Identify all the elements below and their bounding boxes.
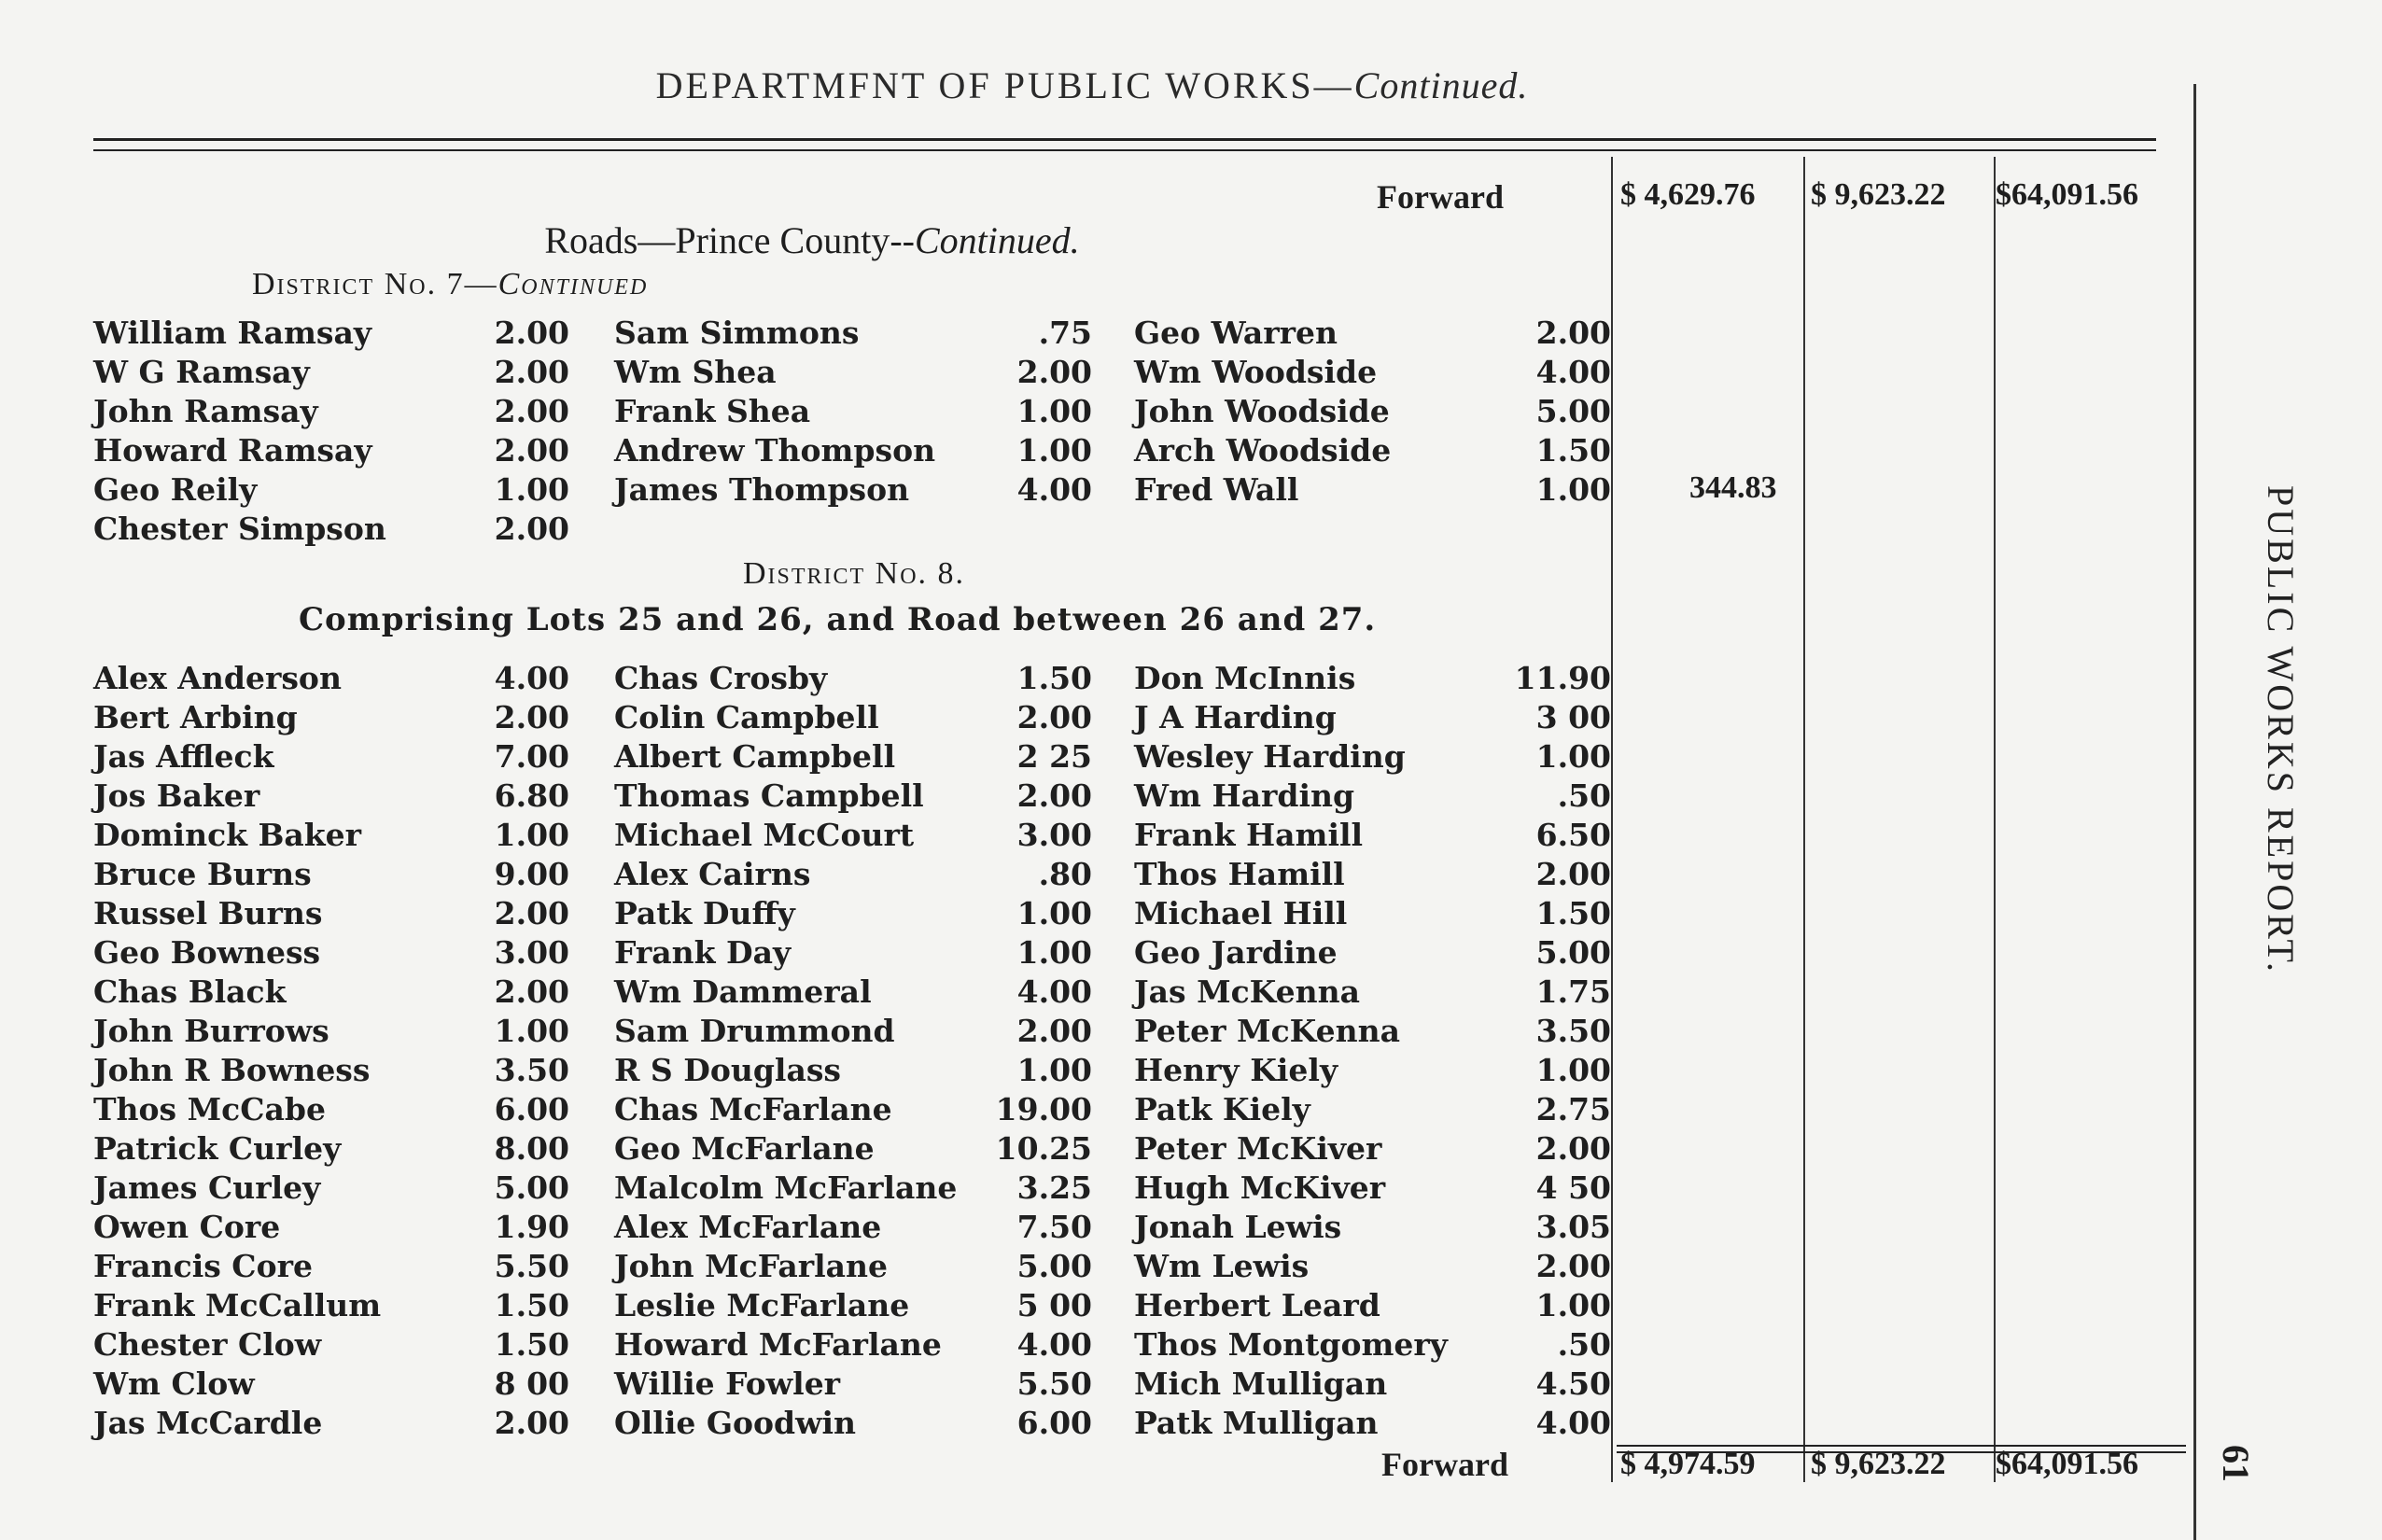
amount-cell: 5.00 xyxy=(1535,934,1611,971)
name-cell: Andrew Thompson xyxy=(614,432,936,469)
forward-bottom-col1: $ 4,974.59 xyxy=(1620,1447,1756,1481)
name-cell: Geo McFarlane xyxy=(614,1130,875,1167)
district-7-subtotal: 344.83 xyxy=(1689,470,1777,505)
amount-cell: 2.00 xyxy=(1016,699,1092,735)
name-cell: W G Ramsay xyxy=(93,354,310,390)
name-cell: John Woodside xyxy=(1134,393,1390,429)
amount-cell: .80 xyxy=(1038,856,1092,892)
money-column-divider-1 xyxy=(1611,157,1613,1482)
money-column-divider-3 xyxy=(1994,157,1996,1482)
name-cell: Sam Simmons xyxy=(614,315,860,351)
amount-cell: 4.00 xyxy=(1535,354,1611,390)
name-cell: Russel Burns xyxy=(93,895,323,931)
name-cell: Patk Duffy xyxy=(614,895,795,931)
amount-cell: 3.00 xyxy=(494,934,569,971)
name-cell: Chas Crosby xyxy=(614,660,828,696)
name-cell: John Ramsay xyxy=(93,393,318,429)
amount-cell: 1.00 xyxy=(1016,432,1092,469)
amount-cell: 8 00 xyxy=(494,1365,569,1402)
name-cell: Herbert Leard xyxy=(1134,1287,1380,1323)
section-title: Roads—Prince County--Continued. xyxy=(544,219,1080,261)
name-cell: Wesley Harding xyxy=(1134,738,1406,775)
name-cell: Patk Mulligan xyxy=(1134,1405,1379,1441)
name-cell: Albert Campbell xyxy=(614,738,896,775)
amount-cell: 9.00 xyxy=(494,856,569,892)
name-cell: Wm Shea xyxy=(614,354,777,390)
name-cell: Frank McCallum xyxy=(93,1287,382,1323)
name-cell: Ollie Goodwin xyxy=(614,1405,857,1441)
amount-cell: 10.25 xyxy=(995,1130,1092,1167)
amount-cell: 4.00 xyxy=(1535,1405,1611,1441)
amount-cell: 4.00 xyxy=(1016,1326,1092,1363)
page-title-continued: Continued. xyxy=(1353,64,1529,106)
name-cell: Francis Core xyxy=(93,1248,313,1284)
name-cell: Chester Simpson xyxy=(93,511,386,547)
amount-cell: 4.00 xyxy=(1016,471,1092,508)
name-cell: Chas Black xyxy=(93,973,287,1010)
name-cell: Jas McCardle xyxy=(93,1405,323,1441)
name-cell: Wm Woodside xyxy=(1134,354,1378,390)
sidebar-title: PUBLIC WORKS REPORT. xyxy=(2260,485,2302,974)
name-cell: John McFarlane xyxy=(614,1248,889,1284)
amount-cell: 5.50 xyxy=(1016,1365,1092,1402)
amount-cell: 1.00 xyxy=(494,471,569,508)
name-cell: Geo Bowness xyxy=(93,934,321,971)
amount-cell: 1.00 xyxy=(494,1013,569,1049)
amount-cell: 1.50 xyxy=(1016,660,1092,696)
amount-cell: 3.50 xyxy=(1535,1013,1611,1049)
amount-cell: 2.00 xyxy=(1535,1248,1611,1284)
amount-cell: 2.00 xyxy=(494,973,569,1010)
name-cell: William Ramsay xyxy=(93,315,372,351)
amount-cell: 1.00 xyxy=(1016,895,1092,931)
amount-cell: 5.50 xyxy=(494,1248,569,1284)
name-cell: Thos Montgomery xyxy=(1134,1326,1448,1363)
amount-cell: 2.00 xyxy=(1535,315,1611,351)
forward-label-bottom: Forward xyxy=(1381,1446,1508,1483)
amount-cell: 1.00 xyxy=(494,817,569,853)
amount-cell: 1.50 xyxy=(494,1326,569,1363)
name-cell: Frank Shea xyxy=(614,393,811,429)
amount-cell: 3.00 xyxy=(1016,817,1092,853)
amount-cell: 2.00 xyxy=(494,315,569,351)
name-cell: Wm Lewis xyxy=(1134,1248,1310,1284)
amount-cell: 6.00 xyxy=(494,1091,569,1127)
amount-cell: 1.50 xyxy=(1535,432,1611,469)
name-cell: Henry Kiely xyxy=(1134,1052,1338,1088)
amount-cell: 2.00 xyxy=(494,699,569,735)
name-cell: Wm Clow xyxy=(93,1365,255,1402)
amount-cell: 1.00 xyxy=(1016,934,1092,971)
amount-cell: 2.00 xyxy=(1016,1013,1092,1049)
amount-cell: 2.00 xyxy=(494,393,569,429)
amount-cell: 1.00 xyxy=(1016,393,1092,429)
name-cell: Chester Clow xyxy=(93,1326,322,1363)
amount-cell: 7.50 xyxy=(1016,1209,1092,1245)
name-cell: Frank Hamill xyxy=(1134,817,1364,853)
forward-bottom-col3: $64,091.56 xyxy=(1996,1447,2138,1481)
name-cell: Thos McCabe xyxy=(93,1091,326,1127)
name-cell: Jonah Lewis xyxy=(1134,1209,1342,1245)
name-cell: Patk Kiely xyxy=(1134,1091,1310,1127)
name-cell: Fred Wall xyxy=(1134,471,1299,508)
name-cell: Malcolm McFarlane xyxy=(614,1169,958,1206)
name-cell: Alex Anderson xyxy=(93,660,342,696)
district-7-heading: District No. 7—Continued xyxy=(252,267,649,301)
amount-cell: 6.80 xyxy=(494,777,569,814)
amount-cell: 5 00 xyxy=(1016,1287,1092,1323)
name-cell: Peter McKiver xyxy=(1134,1130,1382,1167)
amount-cell: 1.75 xyxy=(1535,973,1611,1010)
amount-cell: 2.00 xyxy=(1535,856,1611,892)
district-8-description: Comprising Lots 25 and 26, and Road between 26 and 27. xyxy=(299,601,1377,638)
page-title: DEPARTMFNT OF PUBLIC WORKS— xyxy=(655,64,1354,106)
forward-top-col3: $64,091.56 xyxy=(1996,177,2138,212)
name-cell: James Thompson xyxy=(614,471,910,508)
amount-cell: 1.00 xyxy=(1535,1052,1611,1088)
name-cell: Michael Hill xyxy=(1134,895,1348,931)
amount-cell: 5.00 xyxy=(1016,1248,1092,1284)
name-cell: Don McInnis xyxy=(1134,660,1356,696)
page-number: 61 xyxy=(2215,1445,2257,1482)
amount-cell: 3.05 xyxy=(1535,1209,1611,1245)
forward-top-col2: $ 9,623.22 xyxy=(1811,177,1946,212)
name-cell: Chas McFarlane xyxy=(614,1091,892,1127)
amount-cell: 8.00 xyxy=(494,1130,569,1167)
name-cell: Howard McFarlane xyxy=(614,1326,942,1363)
name-cell: James Curley xyxy=(93,1169,321,1206)
amount-cell: 4.00 xyxy=(494,660,569,696)
amount-cell: 5.00 xyxy=(494,1169,569,1206)
amount-cell: 4.00 xyxy=(1016,973,1092,1010)
amount-cell: 4.50 xyxy=(1535,1365,1611,1402)
forward-top-col1: $ 4,629.76 xyxy=(1620,177,1756,212)
amount-cell: 6.00 xyxy=(1016,1405,1092,1441)
amount-cell: 2.00 xyxy=(494,895,569,931)
page-border-line xyxy=(2193,84,2196,1540)
name-cell: Owen Core xyxy=(93,1209,281,1245)
name-cell: Jas Affleck xyxy=(93,738,274,775)
amount-cell: 2.00 xyxy=(494,511,569,547)
amount-cell: .50 xyxy=(1557,1326,1611,1363)
amount-cell: .75 xyxy=(1038,315,1092,351)
amount-cell: 4 50 xyxy=(1535,1169,1611,1206)
amount-cell: 2.75 xyxy=(1535,1091,1611,1127)
name-cell: Geo Warren xyxy=(1134,315,1338,351)
amount-cell: 1.00 xyxy=(1535,1287,1611,1323)
name-cell: John R Bowness xyxy=(93,1052,371,1088)
name-cell: R S Douglass xyxy=(614,1052,842,1088)
name-cell: Alex McFarlane xyxy=(614,1209,882,1245)
name-cell: Geo Reily xyxy=(93,471,258,508)
amount-cell: 2.00 xyxy=(1016,777,1092,814)
amount-cell: 2.00 xyxy=(1535,1130,1611,1167)
name-cell: Colin Campbell xyxy=(614,699,879,735)
amount-cell: 2.00 xyxy=(494,354,569,390)
name-cell: Wm Dammeral xyxy=(614,973,872,1010)
name-cell: Frank Day xyxy=(614,934,792,971)
name-cell: Willie Fowler xyxy=(614,1365,841,1402)
amount-cell: 19.00 xyxy=(995,1091,1092,1127)
forward-label-top: Forward xyxy=(1377,178,1504,216)
name-cell: J A Harding xyxy=(1134,699,1337,735)
name-cell: Hugh McKiver xyxy=(1134,1169,1386,1206)
amount-cell: 6.50 xyxy=(1535,817,1611,853)
amount-cell: 11.90 xyxy=(1514,660,1611,696)
amount-cell: 1.90 xyxy=(494,1209,569,1245)
name-cell: Jas McKenna xyxy=(1134,973,1361,1010)
name-cell: Howard Ramsay xyxy=(93,432,372,469)
name-cell: Bruce Burns xyxy=(93,856,312,892)
name-cell: Arch Woodside xyxy=(1134,432,1392,469)
name-cell: Wm Harding xyxy=(1134,777,1355,814)
amount-cell: 3.25 xyxy=(1016,1169,1092,1206)
amount-cell: 5.00 xyxy=(1535,393,1611,429)
amount-cell: 7.00 xyxy=(494,738,569,775)
amount-cell: 1.50 xyxy=(494,1287,569,1323)
name-cell: Alex Cairns xyxy=(614,856,811,892)
name-cell: Patrick Curley xyxy=(93,1130,342,1167)
amount-cell: .50 xyxy=(1557,777,1611,814)
name-cell: Mich Mulligan xyxy=(1134,1365,1388,1402)
header-rule-bottom xyxy=(93,149,2156,151)
name-cell: Sam Drummond xyxy=(614,1013,895,1049)
name-cell: Leslie McFarlane xyxy=(614,1287,910,1323)
amount-cell: 1.50 xyxy=(1535,895,1611,931)
name-cell: Jos Baker xyxy=(93,777,260,814)
name-cell: Thos Hamill xyxy=(1134,856,1345,892)
amount-cell: 3 00 xyxy=(1535,699,1611,735)
page-header xyxy=(0,63,2184,107)
amount-cell: 2.00 xyxy=(494,432,569,469)
amount-cell: 1.00 xyxy=(1535,471,1611,508)
money-column-divider-2 xyxy=(1803,157,1805,1482)
amount-cell: 2.00 xyxy=(494,1405,569,1441)
amount-cell: 3.50 xyxy=(494,1052,569,1088)
header-rule-top xyxy=(93,138,2156,141)
name-cell: Geo Jardine xyxy=(1134,934,1338,971)
amount-cell: 2 25 xyxy=(1016,738,1092,775)
name-cell: Peter McKenna xyxy=(1134,1013,1400,1049)
district-8-heading: District No. 8. xyxy=(742,556,966,591)
amount-cell: 1.00 xyxy=(1016,1052,1092,1088)
name-cell: Bert Arbing xyxy=(93,699,298,735)
name-cell: John Burrows xyxy=(93,1013,329,1049)
name-cell: Thomas Campbell xyxy=(614,777,924,814)
name-cell: Dominck Baker xyxy=(93,817,362,853)
name-cell: Michael McCourt xyxy=(614,817,915,853)
amount-cell: 2.00 xyxy=(1016,354,1092,390)
amount-cell: 1.00 xyxy=(1535,738,1611,775)
forward-bottom-col2: $ 9,623.22 xyxy=(1811,1447,1946,1481)
